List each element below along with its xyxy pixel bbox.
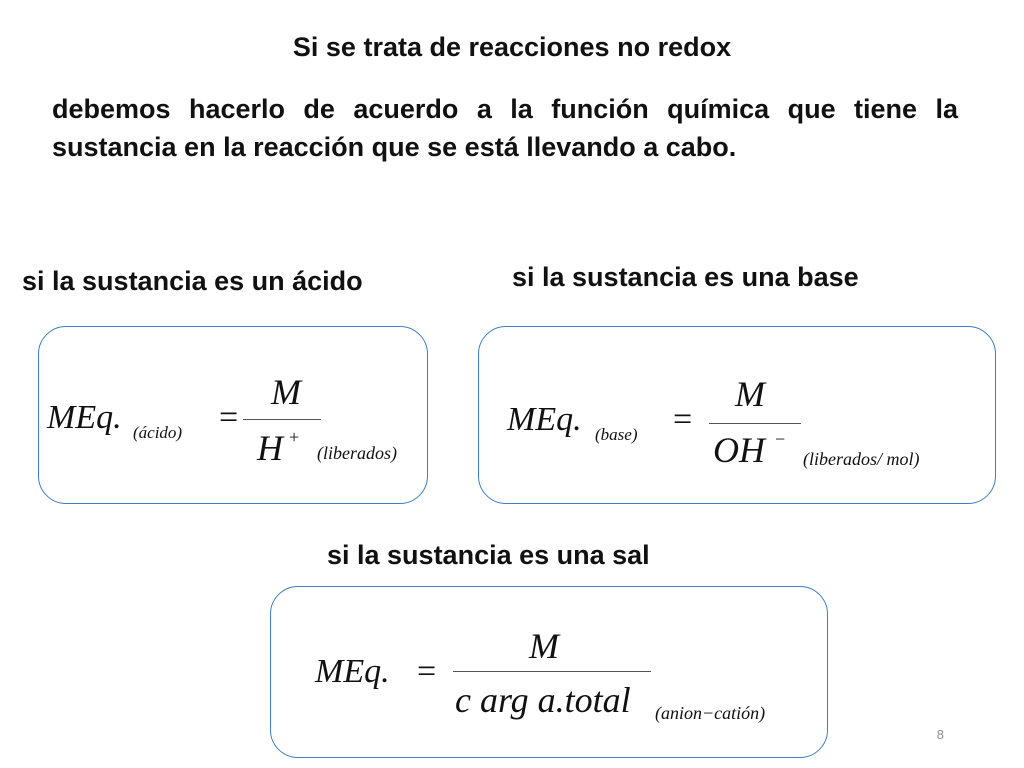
base-formula-box — [478, 326, 996, 504]
acid-denominator: H — [257, 428, 283, 468]
salt-denominator: c arg a.total — [455, 680, 631, 720]
salt-formula-box — [270, 586, 828, 758]
acid-fraction-line — [243, 419, 321, 420]
base-numerator: M — [735, 374, 765, 414]
base-denominator-subscript: (liberados/ mol) — [803, 449, 920, 469]
salt-numerator: M — [529, 626, 559, 666]
acid-equals-sign: = — [219, 399, 239, 436]
base-label: si la sustancia es una base — [512, 262, 859, 292]
slide-title: Si se trata de reacciones no redox — [292, 32, 732, 62]
base-lhs: MEq. — [507, 401, 582, 438]
acid-denominator-subscript: (liberados) — [317, 443, 397, 463]
acid-label: si la sustancia es un ácido — [22, 266, 363, 296]
acid-denominator-superscript: + — [289, 427, 300, 447]
acid-lhs: MEq. — [47, 399, 122, 436]
salt-label: si la sustancia es una sal — [327, 540, 650, 570]
acid-lhs-subscript: (ácido) — [133, 423, 183, 442]
base-lhs-subscript: (base) — [595, 425, 638, 444]
acid-numerator: M — [271, 372, 301, 412]
base-fraction-line — [709, 423, 801, 424]
base-equals-sign: = — [673, 401, 693, 438]
salt-lhs: MEq. — [315, 653, 390, 690]
page-number: 8 — [936, 727, 944, 742]
salt-denominator-subscript: (anion−catión) — [655, 703, 766, 723]
intro-text: debemos hacerlo de acuerdo a la función química que tiene la sustancia en la reacción que se está llevando a cabo. — [52, 94, 958, 162]
salt-equals-sign: = — [417, 653, 437, 690]
salt-fraction-line — [453, 671, 651, 672]
base-denominator-superscript: − — [775, 429, 786, 449]
acid-formula-box — [38, 326, 428, 504]
base-denominator: OH — [713, 430, 765, 470]
